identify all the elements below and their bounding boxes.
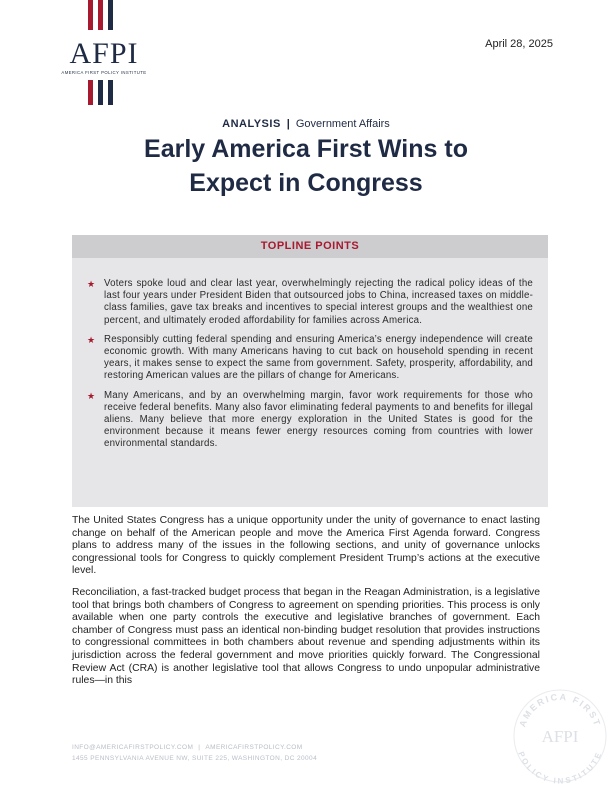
title-line-1: Early America First Wins to [144,135,468,163]
topline-heading: TOPLINE POINTS [72,235,548,258]
logo-subtext: AMERICA FIRST POLICY INSTITUTE [61,70,147,75]
logo-red-stripe-top [88,0,93,30]
seal-center-text: AFPI [541,727,579,746]
seal-top-text: AMERICA FIRST [517,691,603,729]
topline-point-text: Responsibly cutting federal spending and ensuring America’s energy independence will create economic growth. With many Americans having to cut back on household spending in recent years, it makes sense to expect the same from government. Safety, prosperity, affordability, and restoring American values are the pillars of change for Americans. [104,333,533,382]
star-bullet-icon: ★ [87,334,96,345]
footer-website: AMERICAFIRSTPOLICY.COM [205,744,303,751]
footer-address: 1455 PENNSYLVANIA AVENUE NW, SUITE 225, WASHINGTON, DC 20004 [72,755,318,762]
logo-navy-stripe-bottom [98,80,103,105]
footer-email: INFO@AMERICAFIRSTPOLICY.COM [72,744,194,751]
publication-date: April 28, 2025 [485,38,553,50]
kicker-category: Government Affairs [295,118,390,130]
title-line-2: Expect in Congress [189,169,423,197]
body-paragraph: The United States Congress has a unique opportunity under the unity of governance to enact lasting change on behalf of the American people and move the America First Agenda forward. Congress plans to address many of the issues in the following sections, and unity of governance unlocks congressional tools for Congress to quickly complement President Trump’s actions at the executive level. [72,515,540,577]
page-title [0,132,612,200]
article-kicker [0,118,612,130]
star-bullet-icon: ★ [87,390,96,401]
logo-red-stripe-bottom [88,80,93,105]
footer-contact-line [72,742,317,753]
logo-red-stripe-top [98,0,103,30]
afpi-logo [58,0,150,106]
body-paragraph: Reconciliation, a fast-tracked budget process that began in the Reagan Administration, is a legislative tool that brings both chambers of Congress to agreement on spending priorities. This process is only available when one party controls the executive and legislative branches of government. Each chamber of Congress must pass an identical non-binding budget resolution that provides instructions to congressional committees in both chambers about revenue and spending adjustments within its jurisdiction across the federal government and move priorities quickly forward. The Congressional Review Act (CRA) is another legislative tool that allows Congress to undo unpopular administrative rules—in this [72,586,540,687]
page-footer [72,742,317,764]
kicker-label: ANALYSIS [222,118,281,130]
topline-point [87,278,533,327]
svg-text:AMERICA FIRST [517,692,603,729]
logo-navy-stripe-bottom [108,80,113,105]
seal-bottom-text: POLICY INSTITUTE [516,750,604,784]
topline-point-text: Many Americans, and by an overwhelming margin, favor work requirements for those who receive federal benefits. Many also favor eliminating federal payments to and benefits for illegal aliens. Many believe that more energy exploration in the United States is good for the environment because it means fewer energy resources coming from countries with lower environmental standards. [104,389,533,450]
article-body [72,515,540,697]
topline-point-text: Voters spoke loud and clear last year, overwhelmingly rejecting the radical policy ideas of the last four years under President Biden that outsourced jobs to China, increased taxes on middle-class families, gave tax breaks and incentives to special interest groups and the wealthiest one percent, and ultimately eroded affordability for families across America. [104,278,533,326]
footer-separator: | [198,744,201,751]
afpi-seal-watermark [510,684,610,784]
kicker-separator: | [286,118,290,130]
logo-wordmark: AFPI [69,37,139,70]
star-bullet-icon: ★ [87,279,96,289]
logo-navy-stripe-top [108,0,113,30]
topline-point [87,333,533,383]
topline-points-box [72,235,548,507]
topline-points-list [72,258,548,451]
svg-text:POLICY INSTITUTE [516,750,603,784]
topline-point [87,389,533,451]
